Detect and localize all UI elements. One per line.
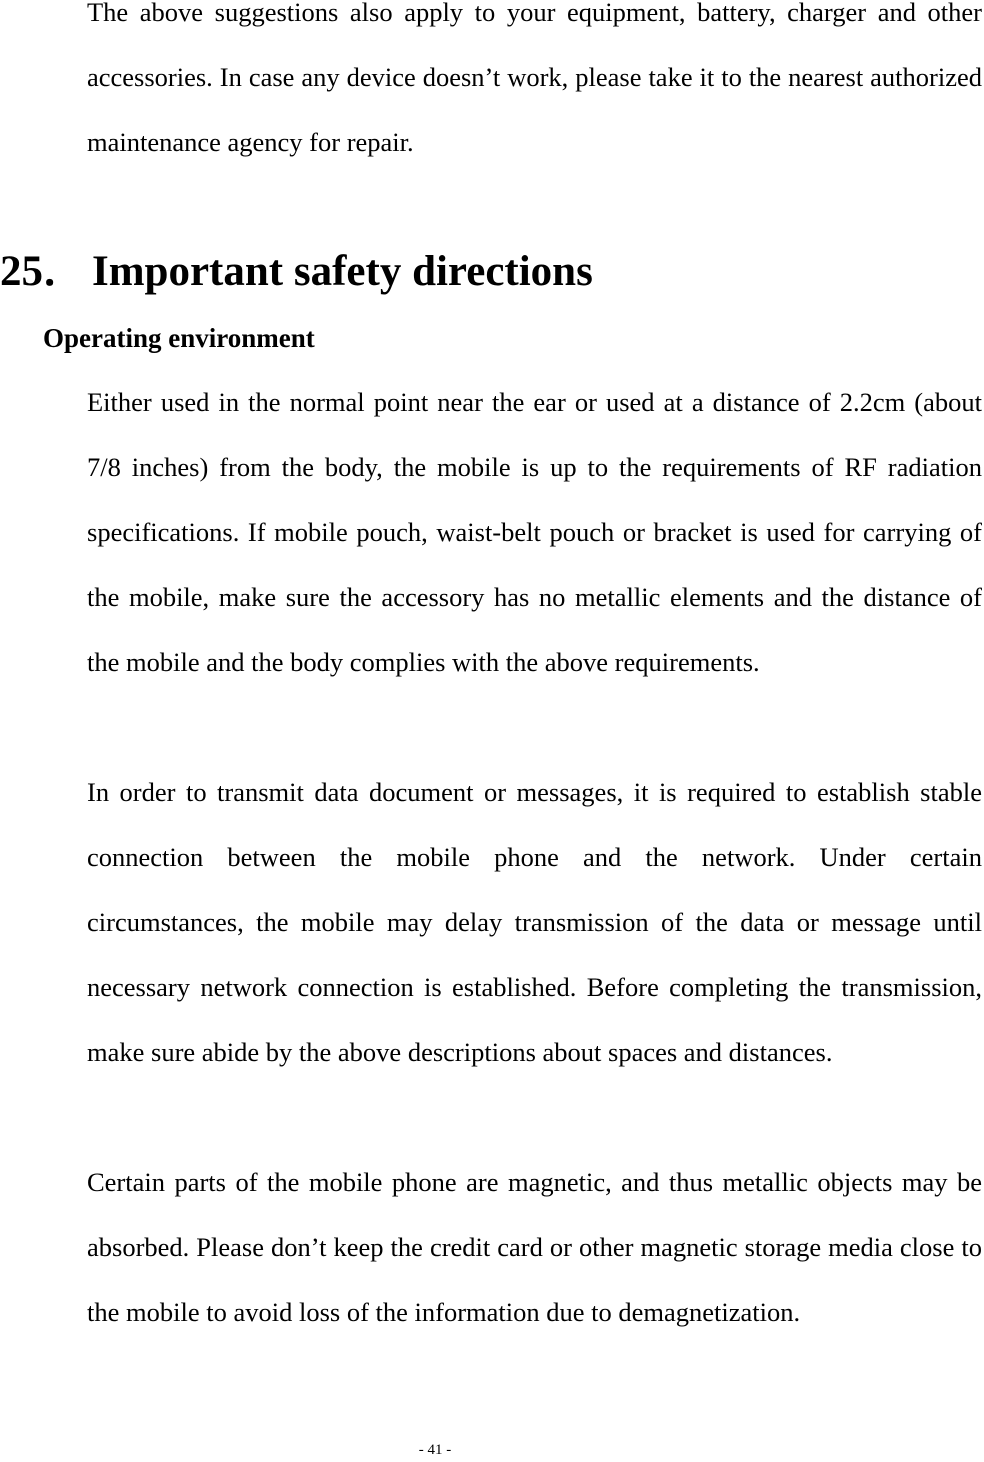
paragraph-data-transmission: In order to transmit data document or messages, it is required to establish stable connection between the mobile phone and the network. Under certain circumstances, the mobile may delay transmission of the data or message until necessary network connection is established. Before completing the transmission, make sure abide by the above descriptions about spaces and distances. — [87, 777, 982, 1067]
intro-paragraph: The above suggestions also apply to your equipment, battery, charger and other accessories. In case any device doesn’t work, please take it to the nearest authorized maintenance agency for repair. — [87, 0, 982, 157]
subsection-heading: Operating environment — [43, 323, 315, 353]
section-heading — [0, 242, 593, 302]
page-number: - 41 - — [418, 1442, 452, 1458]
section-number: 25． — [0, 248, 86, 295]
paragraph-rf-radiation: Either used in the normal point near the ear or used at a distance of 2.2cm (about 7/8 inches) from the body, the mobile is up to the requirements of RF radiation specifications. If mobile pouch, waist-belt pouch or bracket is used for carrying of the mobile, make sure the accessory has no metallic elements and the distance of the mobile and the body complies with the above requirements. — [87, 387, 982, 677]
paragraph-magnetic-parts: Certain parts of the mobile phone are magnetic, and thus metallic objects may be absorbed. Please don’t keep the credit card or other magnetic storage media close to the mobile to avoid loss of the information due to demagnetization. — [87, 1167, 982, 1327]
section-title: Important safety directions — [92, 248, 593, 295]
